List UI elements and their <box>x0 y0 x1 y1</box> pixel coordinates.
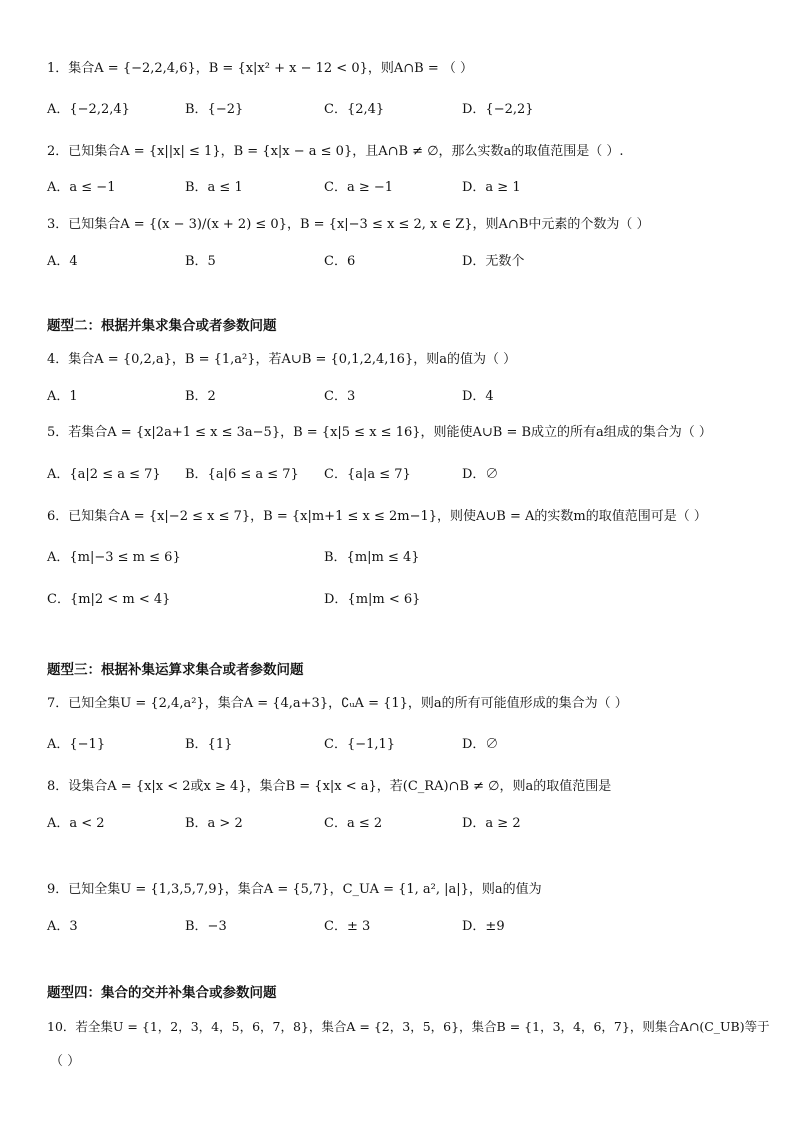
q10-answer-blank: （ ） <box>50 1054 81 1069</box>
q8-option-b: B．a > 2 <box>185 816 243 831</box>
q6-option-d: D．{m|m < 6} <box>324 592 421 607</box>
q4-option-a: A．1 <box>47 389 78 404</box>
q6-option-a: A．{m|−3 ≤ m ≤ 6} <box>47 550 181 565</box>
q9-option-a: A．3 <box>47 919 78 934</box>
q8-option-a: A．a < 2 <box>47 816 105 831</box>
q4-option-c: C．3 <box>324 389 356 404</box>
q1-option-b: B．{−2} <box>185 102 244 117</box>
q4-stem: 4．集合A = {0,2,a}，B = {1,a²}，若A∪B = {0,1,2,4,16}，则a的值为（ ） <box>47 352 517 367</box>
q2-option-c: C．a ≥ −1 <box>324 180 394 195</box>
q7-option-a: A．{−1} <box>47 737 106 752</box>
q8-option-d: D．a ≥ 2 <box>462 816 521 831</box>
q7-option-b: B．{1} <box>185 737 233 752</box>
q7-option-c: C．{−1,1} <box>324 737 396 752</box>
q5-option-c: C．{a|a ≤ 7} <box>324 467 411 482</box>
q5-option-d: D．∅ <box>462 467 499 482</box>
q3-option-d: D．无数个 <box>462 254 525 269</box>
q9-stem: 9．已知全集U = {1,3,5,7,9}，集合A = {5,7}，C_UA = {1, a², |a|}，则a的值为 <box>47 882 542 897</box>
q9-option-b: B．−3 <box>185 919 227 934</box>
q10-stem: 10．若全集U = {1，2，3，4，5，6，7，8}，集合A = {2，3，5，6}，集合B = {1，3，4，6，7}，则集合A∩(C_UB)等于 <box>47 1019 770 1034</box>
q7-option-d: D．∅ <box>462 737 499 752</box>
q3-option-b: B．5 <box>185 254 216 269</box>
q8-option-c: C．a ≤ 2 <box>324 816 383 831</box>
q2-option-b: B．a ≤ 1 <box>185 180 243 195</box>
section-heading-4: 题型四：集合的交并补集合或参数问题 <box>47 985 277 1001</box>
q5-stem: 5．若集合A = {x|2a+1 ≤ x ≤ 3a−5}，B = {x|5 ≤ x ≤ 16}，则能使A∪B = B成立的所有a组成的集合为（ ） <box>47 425 712 440</box>
q1-option-a: A．{−2,2,4} <box>47 102 130 117</box>
q5-option-a: A．{a|2 ≤ a ≤ 7} <box>47 467 161 482</box>
q1-stem: 1．集合A = {−2,2,4,6}，B = {x|x² + x − 12 < 0}，则A∩B = （ ） <box>47 61 473 76</box>
q3-stem: 3．已知集合A = {(x − 3)/(x + 2) ≤ 0}，B = {x|−3 ≤ x ≤ 2, x ∈ Z}，则A∩B中元素的个数为（ ） <box>47 217 650 232</box>
q4-option-d: D．4 <box>462 389 494 404</box>
q6-stem: 6．已知集合A = {x|−2 ≤ x ≤ 7}，B = {x|m+1 ≤ x ≤ 2m−1}，则使A∪B = A的实数m的取值范围可是（ ） <box>47 509 707 524</box>
q6-option-b: B．{m|m ≤ 4} <box>324 550 420 565</box>
section-heading-3: 题型三：根据补集运算求集合或者参数问题 <box>47 662 304 678</box>
q1-option-c: C．{2,4} <box>324 102 385 117</box>
q3-option-a: A．4 <box>47 254 78 269</box>
q1-option-d: D．{−2,2} <box>462 102 534 117</box>
section-heading-2: 题型二：根据并集求集合或者参数问题 <box>47 318 277 334</box>
q6-option-c: C．{m|2 < m < 4} <box>47 592 171 607</box>
q9-option-c: C．± 3 <box>324 919 371 934</box>
q5-option-b: B．{a|6 ≤ a ≤ 7} <box>185 467 299 482</box>
q2-option-d: D．a ≥ 1 <box>462 180 521 195</box>
q7-stem: 7．已知全集U = {2,4,a²}，集合A = {4,a+3}，∁ᵤA = {1}，则a的所有可能值形成的集合为（ ） <box>47 696 628 711</box>
q9-option-d: D．±9 <box>462 919 505 934</box>
q2-stem: 2．已知集合A = {x||x| ≤ 1}，B = {x|x − a ≤ 0}，且A∩B ≠ ∅，那么实数a的取值范围是（ ）. <box>47 144 624 159</box>
q8-stem: 8．设集合A = {x|x < 2或x ≥ 4}，集合B = {x|x < a}，若(C_RA)∩B ≠ ∅，则a的取值范围是 <box>47 779 612 794</box>
q4-option-b: B．2 <box>185 389 216 404</box>
q3-option-c: C．6 <box>324 254 356 269</box>
q2-option-a: A．a ≤ −1 <box>47 180 116 195</box>
